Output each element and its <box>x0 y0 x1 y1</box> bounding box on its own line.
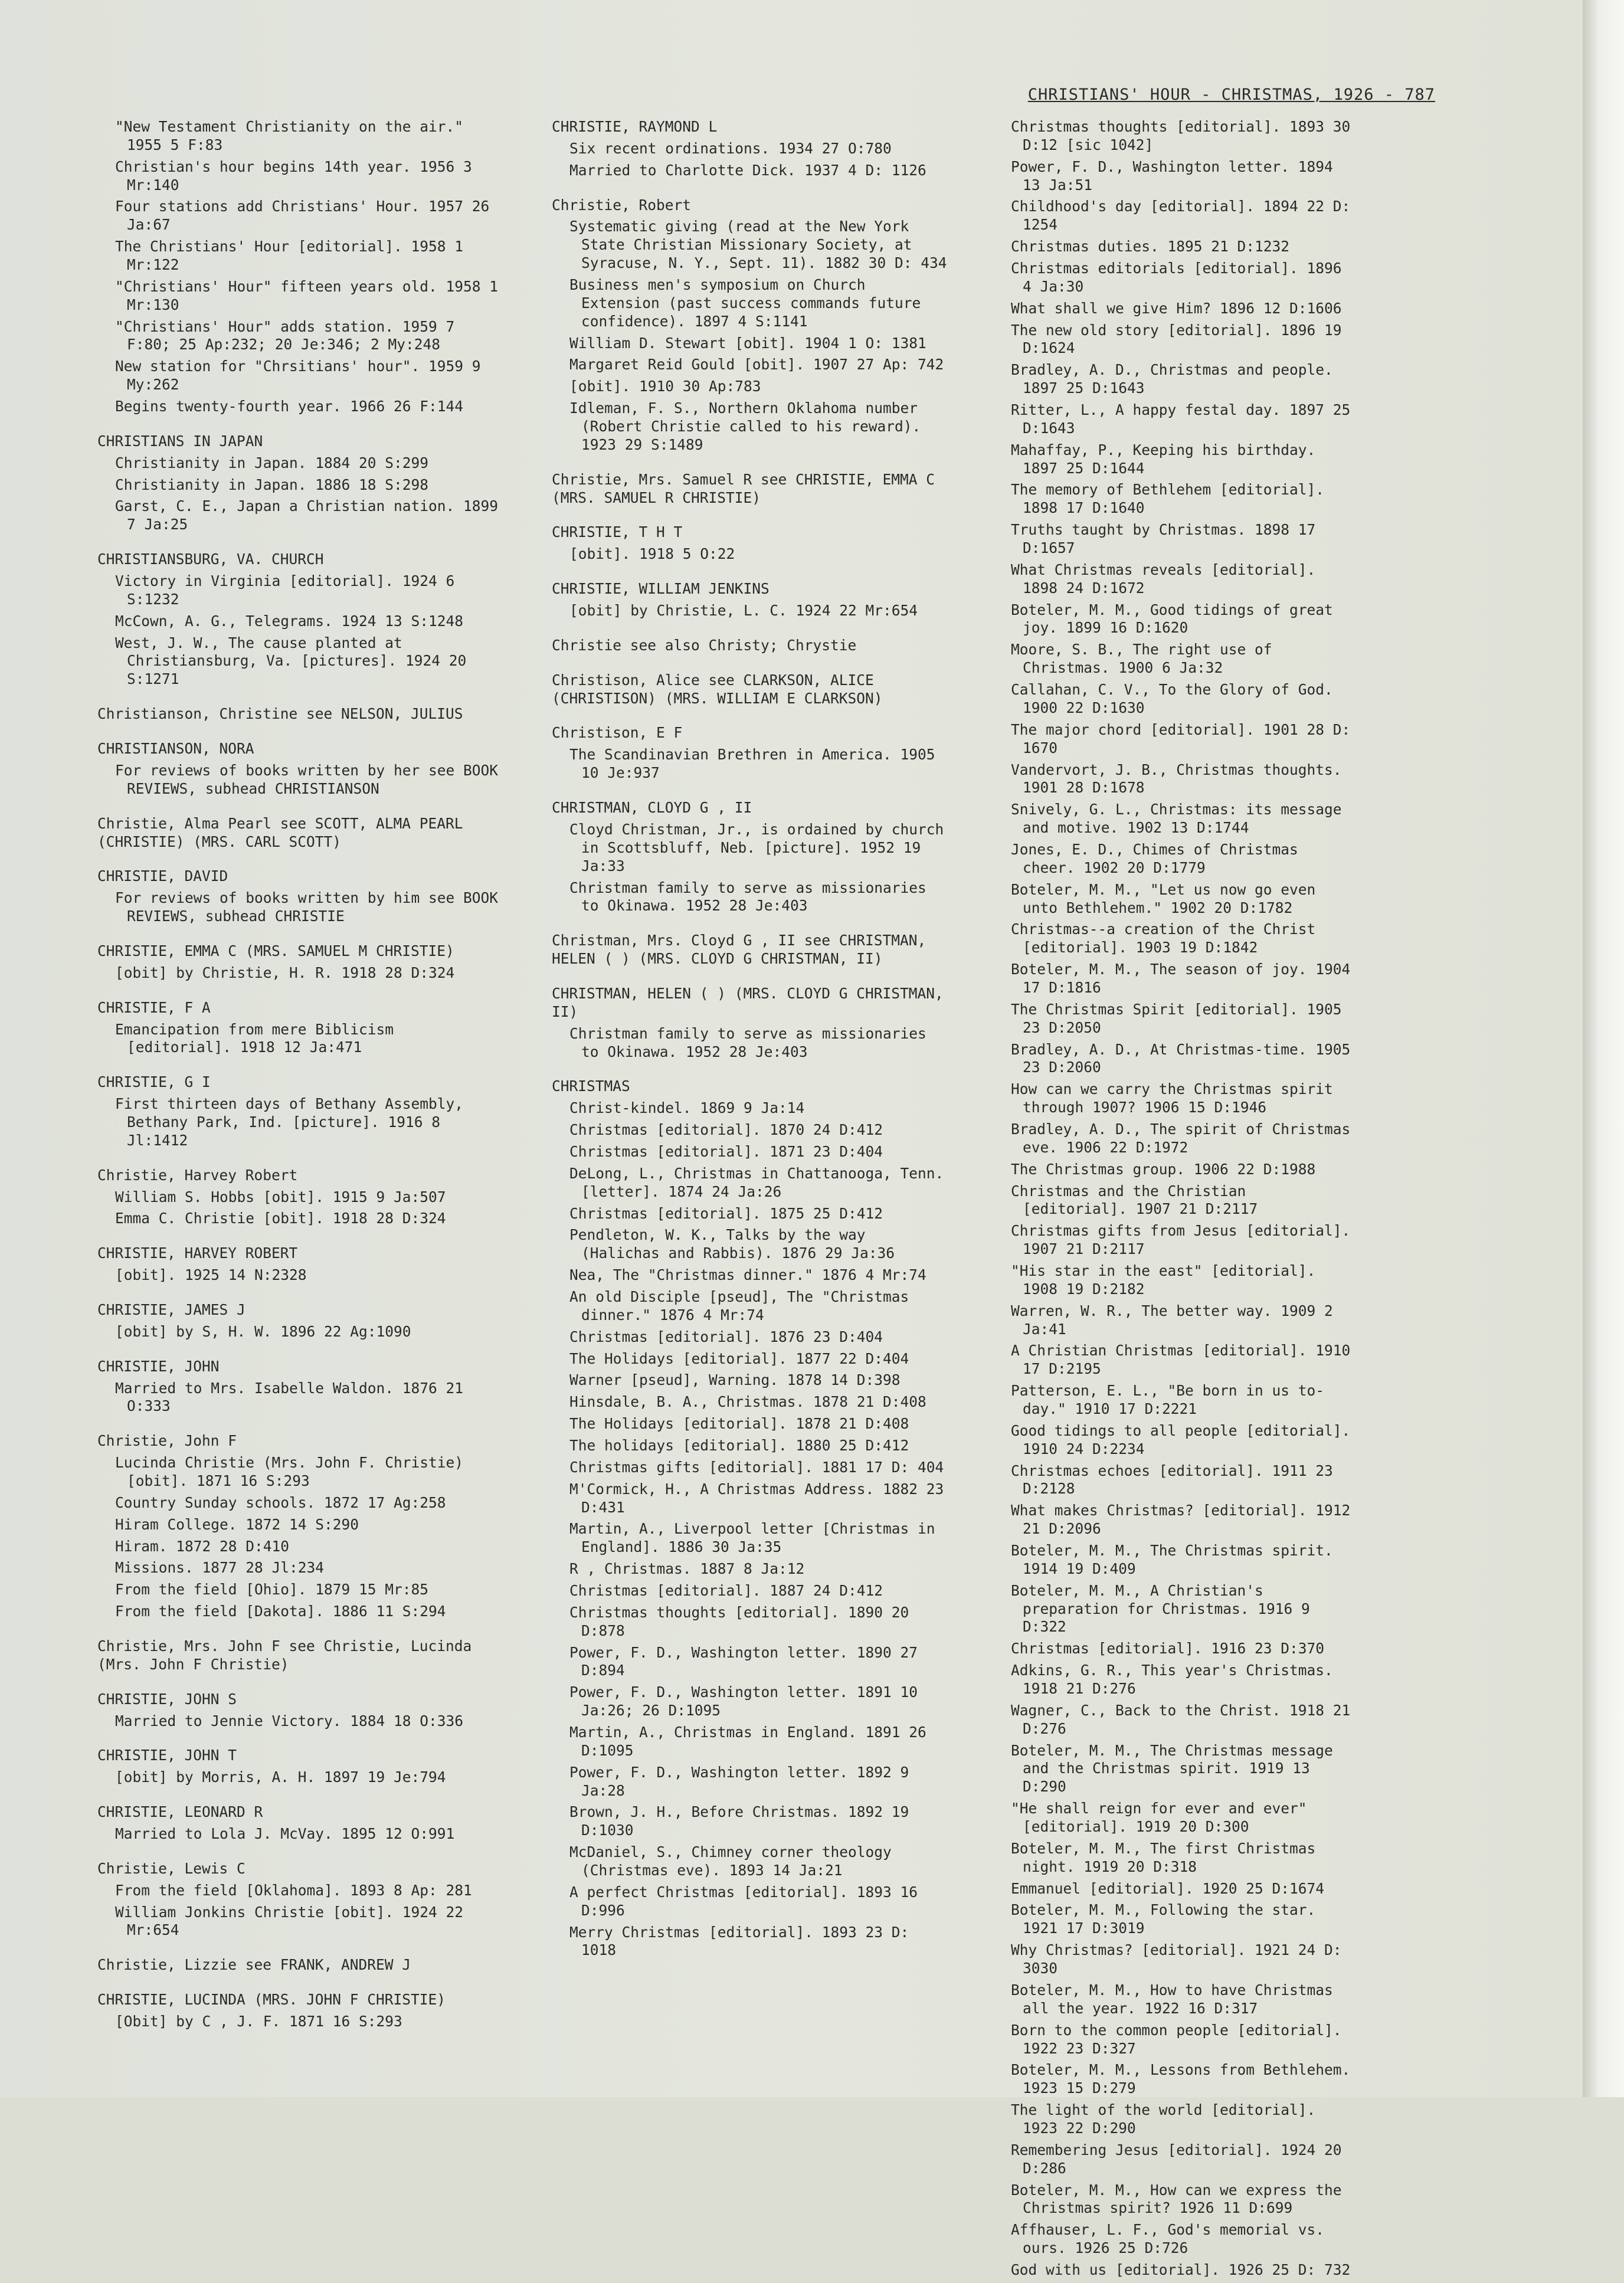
citation: For reviews of books written by her see BOOK REVIEWS, subhead CHRISTIANSON <box>115 761 499 797</box>
citation: Married to Jennie Victory. 1884 18 O:336 <box>115 1712 464 1730</box>
citation: Boteler, M. M., The season of joy. 1904 17 D:1816 <box>1011 961 1351 996</box>
index-entry <box>97 942 505 982</box>
index-entry <box>552 580 947 620</box>
column-1 <box>97 118 505 2048</box>
column-3 <box>1000 118 1354 2283</box>
entry-heading: Christie, John F <box>97 1432 237 1450</box>
citation: From the field [Oklahoma]. 1893 8 Ap: 281 <box>115 1881 472 1899</box>
index-entry <box>552 932 947 968</box>
citation: [obit] by Christie, L. C. 1924 22 Mr:654 <box>569 602 918 620</box>
citation: Christmas [editorial]. 1870 24 D:412 <box>569 1121 883 1139</box>
citation: Boteler, M. M., Following the star. 1921 17 D:3019 <box>1011 1901 1316 1937</box>
citation: Christmas gifts from Jesus [editorial]. 1907 21 D:2117 <box>1011 1222 1351 1258</box>
citation: Boteler, M. M., "Let us now go even unto Bethlehem." 1902 20 D:1782 <box>1011 880 1316 916</box>
citation: Margaret Reid Gould [obit]. 1907 27 Ap: 742 <box>569 356 944 374</box>
citation: Hinsdale, B. A., Christmas. 1878 21 D:408 <box>569 1393 926 1411</box>
citation: New station for "Chrsitians' hour". 1959 9 My:262 <box>115 358 481 394</box>
citation: Boteler, M. M., Good tidings of great joy. 1899 16 D:1620 <box>1011 601 1333 637</box>
citation: Martin, A., Liverpool letter [Christmas in England]. 1886 30 Ja:35 <box>569 1520 935 1556</box>
citation: [Obit] by C , J. F. 1871 16 S:293 <box>115 2013 402 2030</box>
citation: Nea, The "Christmas dinner." 1876 4 Mr:74 <box>569 1266 926 1284</box>
entry-heading: CHRISTIE, EMMA C (MRS. SAMUEL M CHRISTIE) <box>97 942 454 959</box>
citation: Good tidings to all people [editorial]. 1910 24 D:2234 <box>1011 1421 1351 1457</box>
entry-heading: CHRISTIANSON, NORA <box>97 740 254 758</box>
entry-heading: CHRISTIANSBURG, VA. CHURCH <box>97 551 324 568</box>
citation: From the field [Dakota]. 1886 11 S:294 <box>115 1603 446 1620</box>
citation: Married to Charlotte Dick. 1937 4 D: 1126 <box>569 161 926 179</box>
entry-heading: Christie, Mrs. Samuel R see CHRISTIE, EMMA C (MRS. SAMUEL R CHRISTIE) <box>552 470 935 506</box>
citation: William S. Hobbs [obit]. 1915 9 Ja:507 <box>115 1188 446 1206</box>
index-entry <box>97 705 505 723</box>
citation: Christman family to serve as missionaries to Okinawa. 1952 28 Je:403 <box>569 879 926 915</box>
citation: The light of the world [editorial]. 1923 22 D:290 <box>1011 2101 1316 2137</box>
index-entry <box>552 1077 947 1960</box>
entry-heading: CHRISTMAN, HELEN ( ) (MRS. CLOYD G CHRISTMAN, II) <box>552 984 944 1020</box>
index-entry <box>552 637 947 655</box>
citation: Warner [pseud], Warning. 1878 14 D:398 <box>569 1371 901 1389</box>
citation: Power, F. D., Washington letter. 1894 13 Ja:51 <box>1011 158 1333 194</box>
entry-heading: CHRISTIE, G I <box>97 1073 211 1091</box>
citation: Emma C. Christie [obit]. 1918 28 D:324 <box>115 1210 446 1227</box>
citation: Affhauser, L. F., God's memorial vs. ours. 1926 25 D:726 <box>1011 2221 1325 2257</box>
citation: What shall we give Him? 1896 12 D:1606 <box>1011 299 1342 317</box>
entry-heading: Christie, Lewis C <box>97 1859 245 1877</box>
citation: Boteler, M. M., Lessons from Bethlehem. 1923 15 D:279 <box>1011 2061 1351 2097</box>
citation: Power, F. D., Washington letter. 1891 10 Ja:26; 26 D:1095 <box>569 1683 918 1719</box>
entry-heading: CHRISTIANS IN JAPAN <box>97 432 263 450</box>
citation: Idleman, F. S., Northern Oklahoma number (Robert Christie called to his reward). 1923 29 S:1489 <box>569 399 921 453</box>
citation: What makes Christmas? [editorial]. 1912 21 D:2096 <box>1011 1502 1351 1538</box>
entry-heading: CHRISTIE, WILLIAM JENKINS <box>552 580 770 598</box>
citation: An old Disciple [pseud], The "Christmas dinner." 1876 4 Mr:74 <box>569 1288 909 1324</box>
entry-heading: Christianson, Christine see NELSON, JULIUS <box>97 705 463 723</box>
citation: Patterson, E. L., "Be born in us to-day." 1910 17 D:2221 <box>1011 1382 1325 1417</box>
page-edge <box>1583 0 1624 2097</box>
column-2 <box>552 118 947 1976</box>
citation: Boteler, M. M., The Christmas spirit. 1914 19 D:409 <box>1011 1542 1333 1577</box>
citation: Merry Christmas [editorial]. 1893 23 D: 1018 <box>569 1923 909 1959</box>
entry-heading: Christie, Lizzie see FRANK, ANDREW J <box>97 1956 411 1974</box>
citation: Boteler, M. M., The first Christmas night. 1919 20 D:318 <box>1011 1839 1316 1875</box>
entry-heading: CHRISTMAS <box>552 1077 630 1095</box>
index-entry <box>97 433 505 534</box>
citation: The major chord [editorial]. 1901 28 D: 1670 <box>1011 720 1351 756</box>
citation: Christman family to serve as missionaries to Okinawa. 1952 28 Je:403 <box>569 1024 926 1060</box>
index-entry <box>97 867 505 926</box>
citation: Mahaffay, P., Keeping his birthday. 1897 25 D:1644 <box>1011 441 1316 477</box>
index-entry <box>97 1244 505 1285</box>
citation: Christmas thoughts [editorial]. 1893 30 D:12 [sic 1042] <box>1011 118 1351 153</box>
citation: Garst, C. E., Japan a Christian nation. 1899 7 Ja:25 <box>115 497 499 533</box>
entry-heading: Christie, Alma Pearl see SCOTT, ALMA PEARL (CHRISTIE) (MRS. CARL SCOTT) <box>97 814 463 850</box>
index-entry <box>97 1991 505 2031</box>
entry-heading: CHRISTIE, RAYMOND L <box>552 118 718 135</box>
index-entry <box>97 551 505 689</box>
citation: Vandervort, J. B., Christmas thoughts. 1901 28 D:1678 <box>1011 761 1342 797</box>
citation: The Christmas Spirit [editorial]. 1905 23 D:2050 <box>1011 1000 1342 1036</box>
citation: The Holidays [editorial]. 1878 21 D:408 <box>569 1415 909 1433</box>
citation: Christmas [editorial]. 1871 23 D:404 <box>569 1142 883 1160</box>
citation: [obit]. 1925 14 N:2328 <box>115 1266 307 1284</box>
citation: Emancipation from mere Biblicism [editorial]. 1918 12 Ja:471 <box>115 1020 394 1056</box>
entry-heading: Christison, Alice see CLARKSON, ALICE (CHRISTISON) (MRS. WILLIAM E CLARKSON) <box>552 671 883 707</box>
citation: The holidays [editorial]. 1880 25 D:412 <box>569 1436 909 1454</box>
citation: Victory in Virginia [editorial]. 1924 6 S:1232 <box>115 572 455 608</box>
citation: For reviews of books written by him see BOOK REVIEWS, subhead CHRISTIE <box>115 889 499 925</box>
entry-heading: Christie, Mrs. John F see Christie, Lucinda (Mrs. John F Christie) <box>97 1637 472 1673</box>
entry-heading: CHRISTIE, F A <box>97 998 211 1016</box>
citation: A perfect Christmas [editorial]. 1893 16 D:996 <box>569 1883 918 1919</box>
entry-heading: CHRISTIE, LEONARD R <box>97 1803 263 1821</box>
citation: From the field [Ohio]. 1879 15 Mr:85 <box>115 1581 429 1599</box>
index-entry <box>97 999 505 1057</box>
citation: Christ-kindel. 1869 9 Ja:14 <box>569 1099 805 1117</box>
citation: The memory of Bethlehem [editorial]. 1898 17 D:1640 <box>1011 481 1325 517</box>
citation: Systematic giving (read at the New York State Christian Missionary Society, at Syracuse, N. Y., Sept. 11). 1882 30 D: 434 <box>569 218 947 272</box>
entry-heading: CHRISTIE, DAVID <box>97 867 228 885</box>
citation: William D. Stewart [obit]. 1904 1 O: 1381 <box>569 334 926 352</box>
citation: Lucinda Christie (Mrs. John F. Christie) [obit]. 1871 16 S:293 <box>115 1454 464 1489</box>
citation: [obit] by Christie, H. R. 1918 28 D:324 <box>115 964 455 981</box>
citation: "New Testament Christianity on the air." 1955 5 F:83 <box>115 118 464 153</box>
entry-heading: Christie, Harvey Robert <box>97 1166 298 1184</box>
citation: Country Sunday schools. 1872 17 Ag:258 <box>115 1493 446 1511</box>
index-entry <box>552 672 947 708</box>
citation: Brown, J. H., Before Christmas. 1892 19 D:1030 <box>569 1803 909 1839</box>
index-entry <box>552 471 947 507</box>
citation: Cloyd Christman, Jr., is ordained by church in Scottsbluff, Neb. [picture]. 1952 19 Ja:33 <box>569 820 944 874</box>
citation: Callahan, C. V., To the Glory of God. 1900 22 D:1630 <box>1011 681 1333 716</box>
index-entry <box>97 1358 505 1416</box>
citation: Hiram. 1872 28 D:410 <box>115 1537 290 1555</box>
index-entry <box>97 118 505 416</box>
citation: McCown, A. G., Telegrams. 1924 13 S:1248 <box>115 612 464 630</box>
citation: Why Christmas? [editorial]. 1921 24 D: 3030 <box>1011 1941 1342 1977</box>
citation: [obit]. 1910 30 Ap:783 <box>569 378 761 395</box>
citation: Christmas and the Christian [editorial]. 1907 21 D:2117 <box>1011 1182 1258 1218</box>
citation: Christmas thoughts [editorial]. 1890 20 D:878 <box>569 1603 909 1639</box>
citation: Begins twenty-fourth year. 1966 26 F:144 <box>115 398 464 415</box>
citation: Boteler, M. M., How can we express the Christmas spirit? 1926 11 D:699 <box>1011 2181 1342 2217</box>
citation: Missions. 1877 28 Jl:234 <box>115 1559 325 1577</box>
citation: Ritter, L., A happy festal day. 1897 25 D:1643 <box>1011 401 1351 437</box>
index-entry <box>552 799 947 915</box>
citation: A Christian Christmas [editorial]. 1910 17 D:2195 <box>1011 1342 1351 1378</box>
entry-heading: CHRISTIE, JOHN T <box>97 1747 237 1764</box>
index-entry <box>97 1637 505 1674</box>
citation: The Christmas group. 1906 22 D:1988 <box>1011 1160 1316 1178</box>
citation: R , Christmas. 1887 8 Ja:12 <box>569 1560 805 1578</box>
citation: Six recent ordinations. 1934 27 O:780 <box>569 139 892 157</box>
citation: Christmas echoes [editorial]. 1911 23 D:2128 <box>1011 1462 1333 1498</box>
citation: West, J. W., The cause planted at Christiansburg, Va. [pictures]. 1924 20 S:1271 <box>115 634 467 688</box>
citation: The Holidays [editorial]. 1877 22 D:404 <box>569 1350 909 1367</box>
citation: Boteler, M. M., How to have Christmas all the year. 1922 16 D:317 <box>1011 1981 1333 2017</box>
entry-heading: CHRISTIE, JAMES J <box>97 1301 245 1318</box>
citation: Martin, A., Christmas in England. 1891 26 D:1095 <box>569 1724 926 1759</box>
citation: Emmanuel [editorial]. 1920 25 D:1674 <box>1011 1879 1325 1897</box>
index-entry <box>552 724 947 782</box>
entry-heading: CHRISTMAN, CLOYD G , II <box>552 799 752 817</box>
index-entry <box>97 1860 505 1940</box>
index-entry <box>97 1803 505 1843</box>
citation: Power, F. D., Washington letter. 1892 9 Ja:28 <box>569 1763 909 1799</box>
index-entry <box>552 985 947 1061</box>
citation: What Christmas reveals [editorial]. 1898 24 D:1672 <box>1011 561 1316 597</box>
index-entry <box>97 740 505 798</box>
citation: The Christians' Hour [editorial]. 1958 1 Mr:122 <box>115 238 464 274</box>
citation: Bradley, A. D., The spirit of Christmas eve. 1906 22 D:1972 <box>1011 1120 1351 1156</box>
citation: Jones, E. D., Chimes of Christmas cheer. 1902 20 D:1779 <box>1011 840 1298 876</box>
citation: Childhood's day [editorial]. 1894 22 D: 1254 <box>1011 198 1351 234</box>
citation: Christmas--a creation of the Christ [editorial]. 1903 19 D:1842 <box>1011 921 1316 957</box>
citation: Christmas [editorial]. 1916 23 D:370 <box>1011 1640 1325 1658</box>
citation: [obit] by Morris, A. H. 1897 19 Je:794 <box>115 1768 446 1786</box>
citation: Christianity in Japan. 1884 20 S:299 <box>115 454 429 471</box>
citation: God with us [editorial]. 1926 25 D: 732 <box>1011 2261 1351 2278</box>
citation: The new old story [editorial]. 1896 19 D:1624 <box>1011 321 1342 357</box>
citation: How can we carry the Christmas spirit through 1907? 1906 15 D:1946 <box>1011 1080 1333 1116</box>
citation: [obit] by S, H. W. 1896 22 Ag:1090 <box>115 1322 411 1340</box>
entry-heading: Christison, E F <box>552 724 683 742</box>
citation: M'Cormick, H., A Christmas Address. 1882 23 D:431 <box>569 1480 944 1516</box>
citation: Christmas [editorial]. 1875 25 D:412 <box>569 1204 883 1222</box>
citation: Christmas duties. 1895 21 D:1232 <box>1011 238 1290 256</box>
citation: Pendleton, W. K., Talks by the way (Halichas and Rabbis). 1876 29 Ja:36 <box>569 1226 895 1262</box>
citation: Boteler, M. M., A Christian's preparation for Christmas. 1916 9 D:322 <box>1011 1581 1310 1636</box>
running-head: CHRISTIANS' HOUR - CHRISTMAS, 1926 - 787 <box>1027 86 1435 104</box>
citation: Adkins, G. R., This year's Christmas. 1918 21 D:276 <box>1011 1662 1333 1698</box>
citation: Christmas gifts [editorial]. 1881 17 D: 404 <box>569 1458 944 1476</box>
index-entry <box>97 1301 505 1341</box>
entry-heading: CHRISTIE, HARVEY ROBERT <box>97 1244 298 1262</box>
citation: [obit]. 1918 5 O:22 <box>569 545 735 563</box>
index-entry <box>97 1167 505 1229</box>
citation: Truths taught by Christmas. 1898 17 D:1657 <box>1011 521 1316 557</box>
citation: DeLong, L., Christmas in Chattanooga, Tenn. [letter]. 1874 24 Ja:26 <box>569 1164 944 1200</box>
citation: Married to Mrs. Isabelle Waldon. 1876 21 O:333 <box>115 1379 464 1415</box>
citation: First thirteen days of Bethany Assembly, Bethany Park, Ind. [picture]. 1916 8 Jl:1412 <box>115 1095 464 1149</box>
citation: Born to the common people [editorial]. 1922 23 D:327 <box>1011 2021 1342 2057</box>
citation: Hiram College. 1872 14 S:290 <box>115 1515 359 1533</box>
index-entry <box>97 1691 505 1731</box>
citation: Christmas editorials [editorial]. 1896 4 Ja:30 <box>1011 260 1342 295</box>
entry-heading: Christie see also Christy; Chrystie <box>552 636 857 654</box>
citation: "He shall reign for ever and ever" [editorial]. 1919 20 D:300 <box>1011 1800 1307 1836</box>
citation: "His star in the east" [editorial]. 1908 19 D:2182 <box>1011 1262 1316 1298</box>
citation: Married to Lola J. McVay. 1895 12 O:991 <box>115 1825 455 1843</box>
citation: Christmas [editorial]. 1887 24 D:412 <box>569 1582 883 1599</box>
entry-heading: CHRISTIE, T H T <box>552 523 683 541</box>
entry-heading: Christman, Mrs. Cloyd G , II see CHRISTMAN, HELEN ( ) (MRS. CLOYD G CHRISTMAN, II) <box>552 932 926 968</box>
citation: Four stations add Christians' Hour. 1957 26 Ja:67 <box>115 198 490 234</box>
entry-heading: CHRISTIE, JOHN <box>97 1357 220 1375</box>
citation: Christian's hour begins 14th year. 1956 3 Mr:140 <box>115 158 472 194</box>
index-entry <box>97 1432 505 1621</box>
citation: Boteler, M. M., The Christmas message and the Christmas spirit. 1919 13 D:290 <box>1011 1741 1333 1796</box>
citation: Bradley, A. D., At Christmas-time. 1905 23 D:2060 <box>1011 1040 1351 1076</box>
index-entry <box>552 118 947 180</box>
index-entry <box>552 523 947 564</box>
entry-heading: Christie, Robert <box>552 196 692 214</box>
entry-heading: CHRISTIE, JOHN S <box>97 1690 237 1708</box>
citation: Snively, G. L., Christmas: its message and motive. 1902 13 D:1744 <box>1011 801 1342 837</box>
citation: Moore, S. B., The right use of Christmas. 1900 6 Ja:32 <box>1011 641 1272 677</box>
citation: Business men's symposium on Church Extension (past success commands future confidence). 1897 4 S:1141 <box>569 276 921 330</box>
citation: "Christians' Hour" adds station. 1959 7 F:80; 25 Ap:232; 20 Je:346; 2 My:248 <box>115 317 455 353</box>
citation: Wagner, C., Back to the Christ. 1918 21 D:276 <box>1011 1701 1351 1737</box>
index-entry <box>552 196 947 454</box>
citation: Power, F. D., Washington letter. 1890 27 D:894 <box>569 1643 918 1679</box>
citation: Warren, W. R., The better way. 1909 2 Ja:41 <box>1011 1302 1333 1338</box>
citation: Christmas [editorial]. 1876 23 D:404 <box>569 1328 883 1345</box>
citation: McDaniel, S., Chimney corner theology (Christmas eve). 1893 14 Ja:21 <box>569 1843 892 1879</box>
index-entry <box>97 1956 505 1974</box>
citation: The Scandinavian Brethren in America. 1905 10 Je:937 <box>569 746 935 782</box>
index-entry <box>97 1747 505 1787</box>
entry-heading: CHRISTIE, LUCINDA (MRS. JOHN F CHRISTIE) <box>97 1991 446 2009</box>
citation: Bradley, A. D., Christmas and people. 1897 25 D:1643 <box>1011 361 1333 397</box>
citation: Christianity in Japan. 1886 18 S:298 <box>115 476 429 493</box>
citation: William Jonkins Christie [obit]. 1924 22 Mr:654 <box>115 1903 464 1939</box>
index-entry <box>97 1073 505 1149</box>
citation: Remembering Jesus [editorial]. 1924 20 D:286 <box>1011 2141 1342 2177</box>
citation: "Christians' Hour" fifteen years old. 1958 1 Mr:130 <box>115 277 499 313</box>
index-entry <box>97 815 505 851</box>
